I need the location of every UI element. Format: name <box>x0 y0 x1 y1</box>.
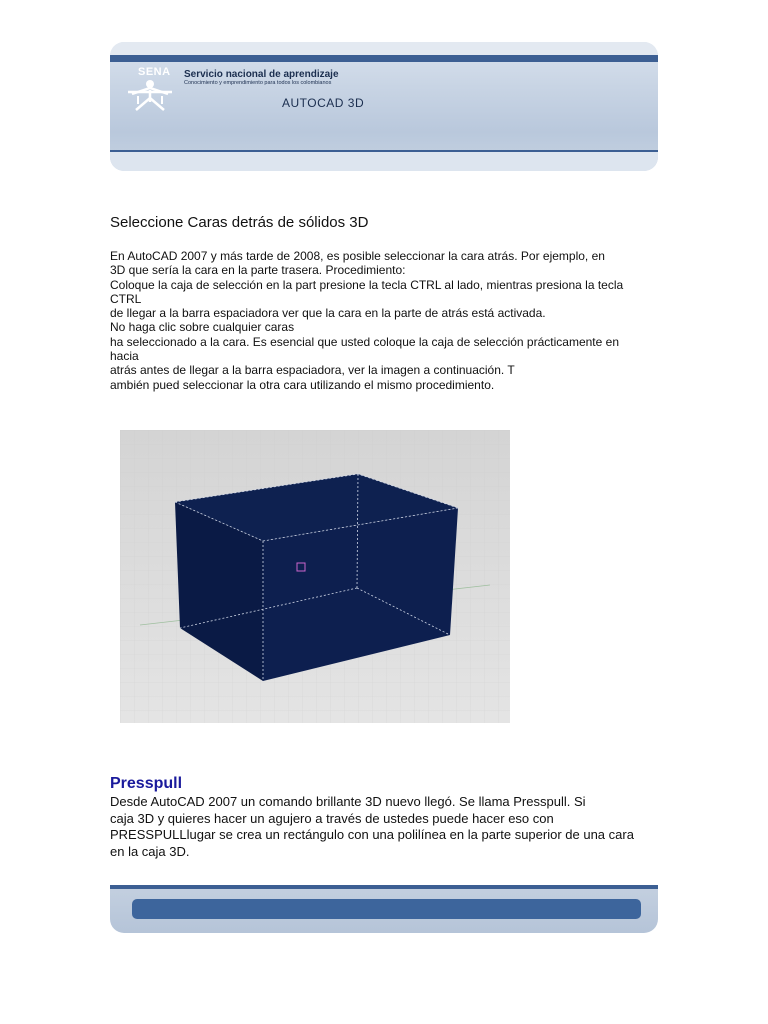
paragraph-line: hacia <box>110 349 139 364</box>
presspull-paragraph <box>110 794 670 860</box>
header-banner <box>110 42 658 171</box>
box-render <box>120 430 510 723</box>
paragraph-line: de llegar a la barra espaciadora ver que la cara en la parte de atrás está activada. <box>110 306 546 321</box>
paragraph-line: Desde AutoCAD 2007 un comando brillante 3D nuevo llegó. Se llama Presspull. Si <box>110 794 586 809</box>
paragraph-line: caja 3D y quieres hacer un agujero a través de ustedes puede hacer eso con <box>110 810 554 826</box>
org-name: Servicio nacional de aprendizaje <box>184 69 339 80</box>
autocad-3d-box-figure <box>120 430 510 723</box>
section-title: Seleccione Caras detrás de sólidos 3D <box>110 214 369 231</box>
footer-banner <box>110 885 658 933</box>
header-blue-bar <box>110 55 658 62</box>
paragraph-line: En AutoCAD 2007 y más tarde de 2008, es posible seleccionar la cara atrás. Por ejemplo, en <box>110 249 605 263</box>
paragraph-line: en la caja 3D. <box>110 843 190 859</box>
paragraph-line: atrás antes de llegar a la barra espaciadora, ver la imagen a continuación. T <box>110 363 515 378</box>
presspull-heading: Presspull <box>110 775 183 792</box>
header-bottom-strip <box>110 152 658 171</box>
header-top-strip <box>110 42 658 55</box>
logo-text: SENA <box>138 66 171 78</box>
paragraph-line: No haga clic sobre cualquier caras <box>110 320 295 335</box>
paragraph-line: Coloque la caja de selección en la part presione la tecla CTRL al lado, mientras presiona la tecla <box>110 277 624 292</box>
footer-bar <box>132 899 641 919</box>
paragraph-line: ha seleccionado a la cara. Es esencial que usted coloque la caja de selección prácticamente en <box>110 334 619 349</box>
course-title: AUTOCAD 3D <box>282 96 365 110</box>
paragraph-line: PRESSPULLlugar se crea un rectángulo con una polilínea en la parte superior de una cara <box>110 827 634 842</box>
section-paragraph <box>110 249 658 392</box>
paragraph-line: ambién pued seleccionar la otra cara utilizando el mismo procedimiento. <box>110 377 495 392</box>
footer-top-line <box>110 885 658 889</box>
paragraph-line: 3D que sería la cara en la parte trasera. Procedimiento: <box>110 263 406 278</box>
org-slogan: Conocimiento y emprendimiento para todos los colombianos <box>184 80 332 86</box>
sena-logo <box>122 66 178 116</box>
paragraph-line: CTRL <box>110 291 142 306</box>
